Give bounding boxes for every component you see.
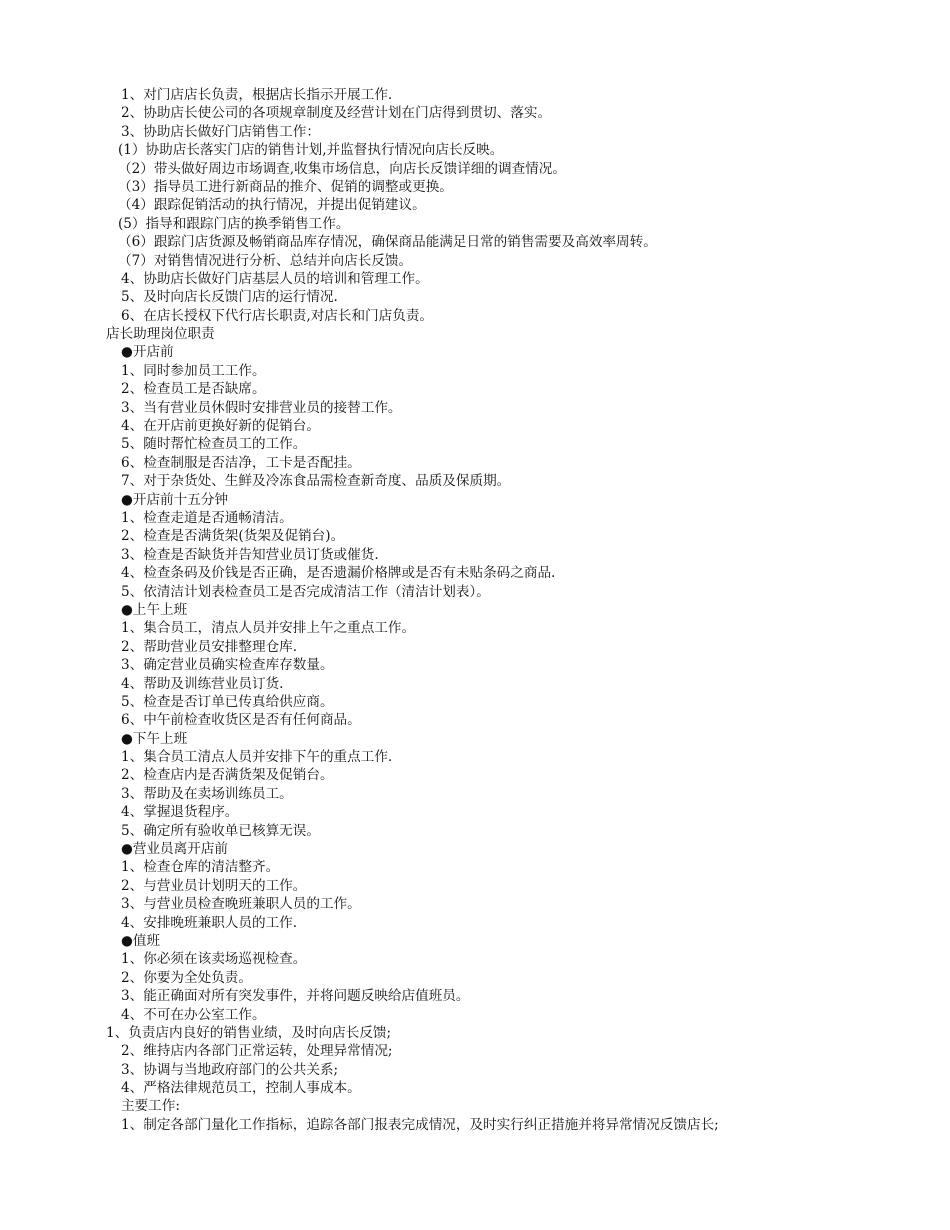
- text-line: 4、在开店前更换好新的促销台。: [121, 418, 320, 435]
- text-line: 店长助理岗位职责: [106, 326, 215, 343]
- text-line: 1、负责店内良好的销售业绩，及时向店长反馈;: [106, 1024, 392, 1041]
- text-line: (1）协助店长落实门店的销售计划,并监督执行情况向店长反映。: [118, 142, 504, 159]
- text-line: 1、集合员工清点人员并安排下午的重点工作.: [121, 749, 393, 766]
- text-line: 5、依清洁计划表检查员工是否完成清洁工作（清洁计划表）。: [121, 583, 490, 600]
- text-line: 2、维持店内各部门正常运转，处理异常情况;: [121, 1043, 393, 1060]
- text-line: （6）跟踪门店货源及畅销商品库存情况，确保商品能满足日常的销售需要及高效率周转。: [118, 234, 657, 251]
- text-line: 3、与营业员检查晚班兼职人员的工作。: [121, 896, 361, 913]
- text-line: ●上午上班: [121, 601, 188, 618]
- text-line: 1、检查走道是否通畅清洁。: [121, 509, 293, 526]
- text-line: 1、制定各部门量化工作指标，追踪各部门报表完成情况，及时实行纠正措施并将异常情况反馈店长;: [121, 1116, 719, 1133]
- text-line: 1、检查仓库的清洁整齐。: [121, 859, 280, 876]
- document-body: [0, 86, 950, 1134]
- text-line: 4、安排晚班兼职人员的工作.: [121, 914, 298, 931]
- text-line: 3、检查是否缺货并告知营业员订货或催货.: [121, 546, 379, 563]
- text-line: 5、及时向店长反馈门店的运行情况.: [121, 289, 338, 306]
- text-line: （3）指导员工进行新商品的推介、促销的调整或更换。: [118, 178, 453, 195]
- text-line: 4、掌握退货程序。: [121, 804, 239, 821]
- text-line: 2、检查是否满货架(货架及促销台)。: [121, 528, 345, 545]
- text-line: 2、与营业员计划明天的工作。: [121, 877, 307, 894]
- text-line: 3、能正确面对所有突发事件，并将问题反映给店值班员。: [121, 988, 470, 1005]
- text-line: 7、对于杂货处、生鲜及冷冻食品需检查新奇度、品质及保质期。: [121, 473, 511, 490]
- text-line: （7）对销售情况进行分析、总结并向店长反馈。: [118, 252, 413, 269]
- text-line: ●开店前: [121, 344, 174, 361]
- text-line: 4、检查条码及价钱是否正确，是否遗漏价格牌或是否有未贴条码之商品.: [121, 565, 556, 582]
- text-line: 6、在店长授权下代行店长职责,对店长和门店负责。: [121, 307, 434, 324]
- text-line: 3、协助店长做好门店销售工作：: [121, 123, 320, 140]
- text-line: 主要工作:: [121, 1098, 180, 1115]
- text-line: 3、确定营业员确实检查库存数量。: [121, 657, 334, 674]
- text-line: 1、集合员工，清点人员并安排上午之重点工作。: [121, 620, 416, 637]
- text-line: 6、检查制服是否洁净，工卡是否配挂。: [121, 454, 361, 471]
- text-line: 4、不可在办公室工作。: [121, 1006, 266, 1023]
- text-line: 2、协助店长使公司的各项规章制度及经营计划在门店得到贯切、落实。: [121, 105, 552, 122]
- text-line: (5）指导和跟踪门店的换季销售工作。: [118, 215, 350, 232]
- text-line: ●营业员离开店前: [121, 841, 229, 858]
- text-line: 2、帮助营业员安排整理仓库.: [121, 638, 298, 655]
- text-line: （2）带头做好周边市场调查,收集市场信息，向店长反馈详细的调查情况。: [118, 160, 566, 177]
- text-line: 2、检查店内是否满货架及促销台。: [121, 767, 334, 784]
- text-line: ●下午上班: [121, 730, 188, 747]
- text-line: ●开店前十五分钟: [121, 491, 229, 508]
- text-line: 3、当有营业员休假时安排营业员的接替工作。: [121, 399, 402, 416]
- text-line: 4、协助店长做好门店基层人员的培训和管理工作。: [121, 270, 429, 287]
- text-line: 5、随时帮忙检查员工的工作。: [121, 436, 307, 453]
- text-line: 1、你必须在该卖场巡视检查。: [121, 951, 307, 968]
- text-line: （4）跟踪促销活动的执行情况，并提出促销建议。: [118, 197, 426, 214]
- text-line: 6、中午前检查收货区是否有任何商品。: [121, 712, 361, 729]
- text-line: 5、确定所有验收单已核算无误。: [121, 822, 320, 839]
- text-line: 1、同时参加员工工作。: [121, 362, 266, 379]
- text-line: 1、对门店店长负责，根据店长指示开展工作.: [121, 87, 393, 103]
- text-line: 3、协调与当地政府部门的公共关系;: [121, 1061, 339, 1078]
- text-line: 2、检查员工是否缺席。: [121, 381, 266, 398]
- text-line: 3、帮助及在卖场训练员工。: [121, 785, 293, 802]
- text-line: 4、严格法律规范员工，控制人事成本。: [121, 1080, 361, 1097]
- text-line: 2、你要为全处负责。: [121, 969, 252, 986]
- text-line: ●值班: [121, 932, 161, 949]
- text-line: 4、帮助及训练营业员订货.: [121, 675, 284, 692]
- text-line: 5、检查是否订单已传真给供应商。: [121, 693, 334, 710]
